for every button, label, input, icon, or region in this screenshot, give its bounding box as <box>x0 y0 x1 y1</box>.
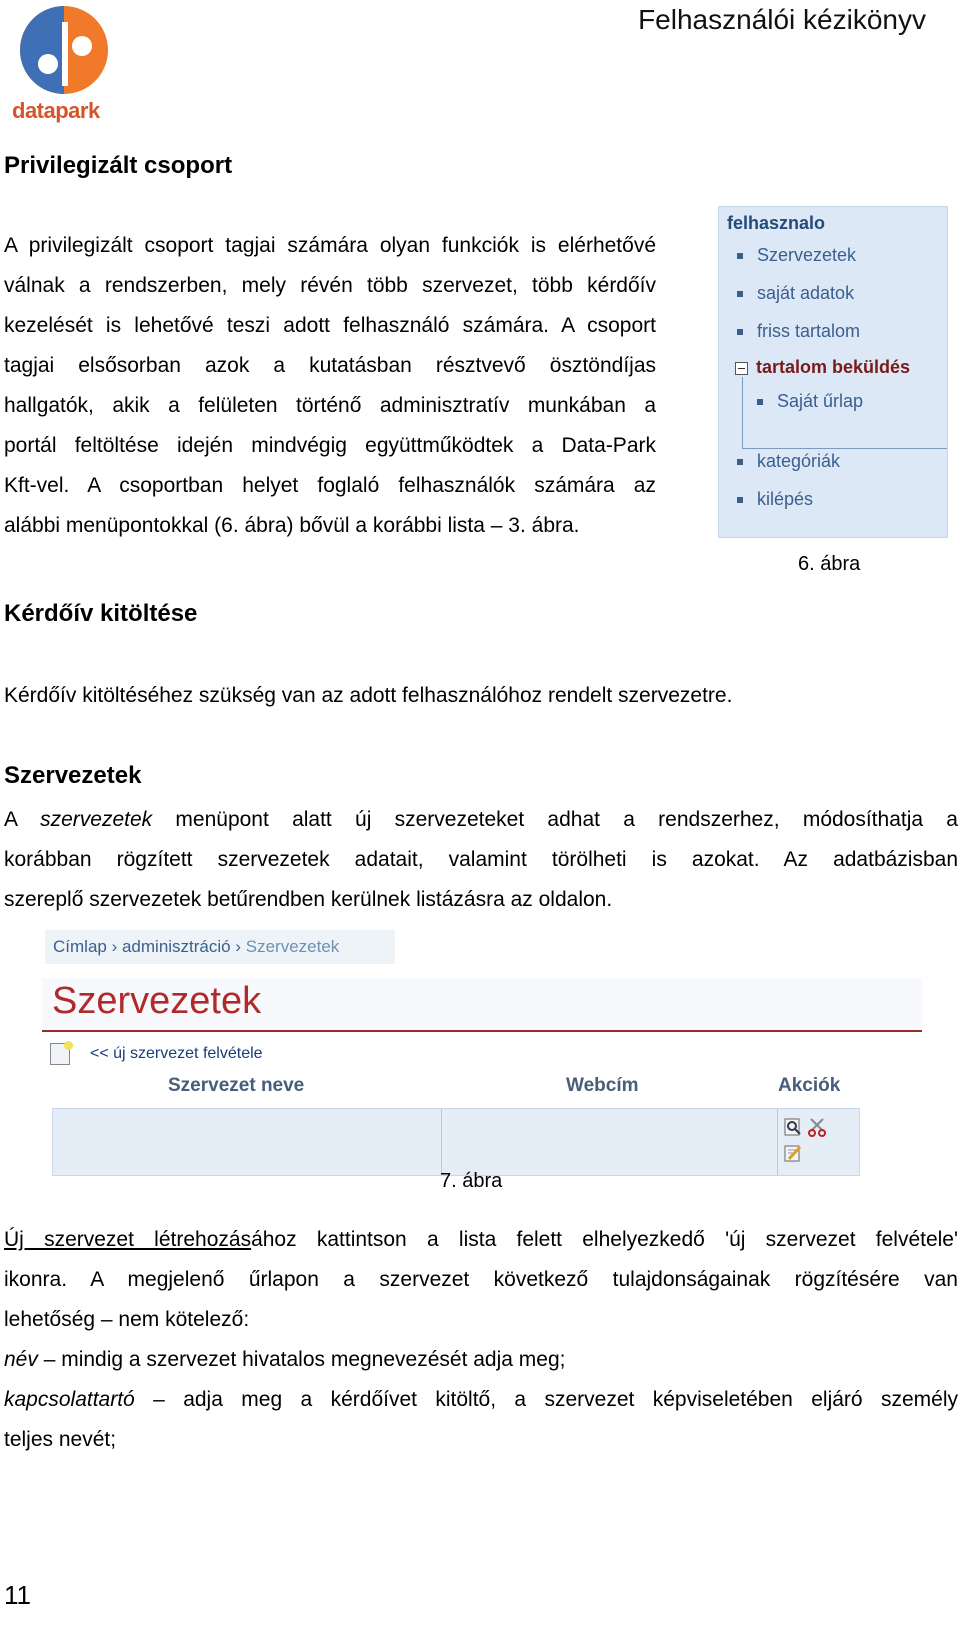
menu-item-fresh-content[interactable]: friss tartalom <box>737 321 860 342</box>
heading-questionnaire: Kérdőív kitöltése <box>4 600 198 627</box>
text-line: válnak a rendszerben, mely révén több szervezet, több kérdőív <box>4 274 656 297</box>
new-organization-label[interactable]: << új szervezet felvétele <box>90 1045 263 1063</box>
bullet-icon <box>737 253 743 259</box>
menu-item-content-submission[interactable]: tartalom beküldés <box>735 357 910 378</box>
text-line: portál feltöltése idején mindvégig együttműködtek a Data-Park <box>4 434 656 457</box>
text-line: alábbi menüpontokkal (6. ábra) bővül a korábbi lista – 3. ábra. <box>4 514 580 537</box>
privileged-group-paragraph <box>4 226 656 546</box>
collapse-icon[interactable] <box>735 362 748 375</box>
menu-item-own-data[interactable]: saját adatok <box>737 283 854 304</box>
table-row <box>52 1108 860 1176</box>
text-line: Új szervezet létrehozásához kattintson a lista felett elhelyezkedő 'új szervezet felvétele' <box>4 1228 958 1251</box>
page-title-box <box>42 978 922 1032</box>
document-title: Felhasználói kézikönyv <box>638 4 926 35</box>
menu-item-categories[interactable]: kategóriák <box>737 451 840 472</box>
new-organization-term: Új szervezet létrehozás <box>4 1228 252 1251</box>
organizations-paragraph <box>4 800 958 920</box>
datapark-logo <box>8 2 120 126</box>
breadcrumb <box>45 930 395 964</box>
user-menu-screenshot <box>718 206 948 538</box>
heading-privileged-group: Privilegizált csoport <box>4 152 233 179</box>
menu-item-own-form[interactable]: Saját űrlap <box>757 391 863 412</box>
text-line: kapcsolattartó – adja meg a kérdőívet kitöltő, a szervezet képviseletében eljáró személy <box>4 1388 958 1411</box>
heading-organizations: Szervezetek <box>4 762 142 789</box>
column-header-actions: Akciók <box>778 1075 841 1096</box>
new-organization-paragraph <box>4 1220 958 1460</box>
bullet-icon <box>757 399 763 405</box>
text-line: Kft-vel. A csoportban helyet foglaló felhasználók számára az <box>4 474 656 497</box>
text-line: név – mindig a szervezet hivatalos megnevezését adja meg; <box>4 1348 566 1371</box>
logo-graphic <box>8 2 120 102</box>
text-line: ikonra. A megjelenő űrlapon a szervezet következő tulajdonságainak rögzítésére van <box>4 1268 958 1291</box>
text-line: teljes nevét; <box>4 1428 117 1451</box>
text-line: A szervezetek menüpont alatt új szervezeteket adhat a rendszerhez, módosíthatja a <box>4 808 958 831</box>
text-line: Kérdőív kitöltéséhez szükség van az adott felhasználóhoz rendelt szervezetre. <box>4 684 733 707</box>
bullet-icon <box>737 291 743 297</box>
breadcrumb-home[interactable]: Címlap <box>53 937 107 956</box>
bullet-icon <box>737 329 743 335</box>
delete-scissors-icon[interactable] <box>807 1117 827 1137</box>
breadcrumb-current: Szervezetek <box>245 937 340 956</box>
menu-title: felhasznalo <box>727 213 826 233</box>
breadcrumb-separator: › <box>230 937 246 956</box>
column-header-name: Szervezet neve <box>168 1075 305 1096</box>
page-title: Szervezetek <box>52 980 262 1022</box>
breadcrumb-admin[interactable]: adminisztráció <box>121 937 231 956</box>
figure-6-caption: 6. ábra <box>798 553 861 575</box>
text-line: lehetőség – nem kötelező: <box>4 1308 250 1331</box>
page-number: 11 <box>4 1580 31 1610</box>
edit-icon[interactable] <box>783 1143 803 1163</box>
column-header-web: Webcím <box>566 1075 639 1096</box>
text-line: szereplő szervezetek betűrendben kerülnek listázásra az oldalon. <box>4 888 613 911</box>
new-organization-link[interactable] <box>50 1043 263 1065</box>
bullet-icon <box>737 497 743 503</box>
menu-item-logout[interactable]: kilépés <box>737 489 813 510</box>
text-line: A privilegizált csoport tagjai számára olyan funkciók is elérhetővé <box>4 234 656 257</box>
text-line: korábban rögzített szervezetek adatait, valamint törölheti is azokat. Az adatbázisban <box>4 848 958 871</box>
breadcrumb-separator: › <box>106 937 122 956</box>
view-icon[interactable] <box>783 1117 803 1137</box>
column-divider <box>441 1109 442 1175</box>
logo-text: datapark <box>12 98 100 123</box>
text-line: hallgatók, akik a felületen történő adminisztratív munkában a <box>4 394 656 417</box>
bullet-icon <box>737 459 743 465</box>
questionnaire-paragraph <box>4 676 924 716</box>
text-line: tagjai elsősorban azok a kutatásban résztvevő ösztöndíjas <box>4 354 656 377</box>
column-divider <box>777 1109 778 1175</box>
submenu-border <box>742 448 947 449</box>
figure-7-caption: 7. ábra <box>440 1170 503 1192</box>
menu-item-organizations[interactable]: Szervezetek <box>737 245 856 266</box>
new-item-icon[interactable] <box>50 1043 70 1065</box>
submenu-border <box>742 377 743 449</box>
text-line: kezelését is lehetővé teszi adott felhasználó számára. A csoport <box>4 314 656 337</box>
